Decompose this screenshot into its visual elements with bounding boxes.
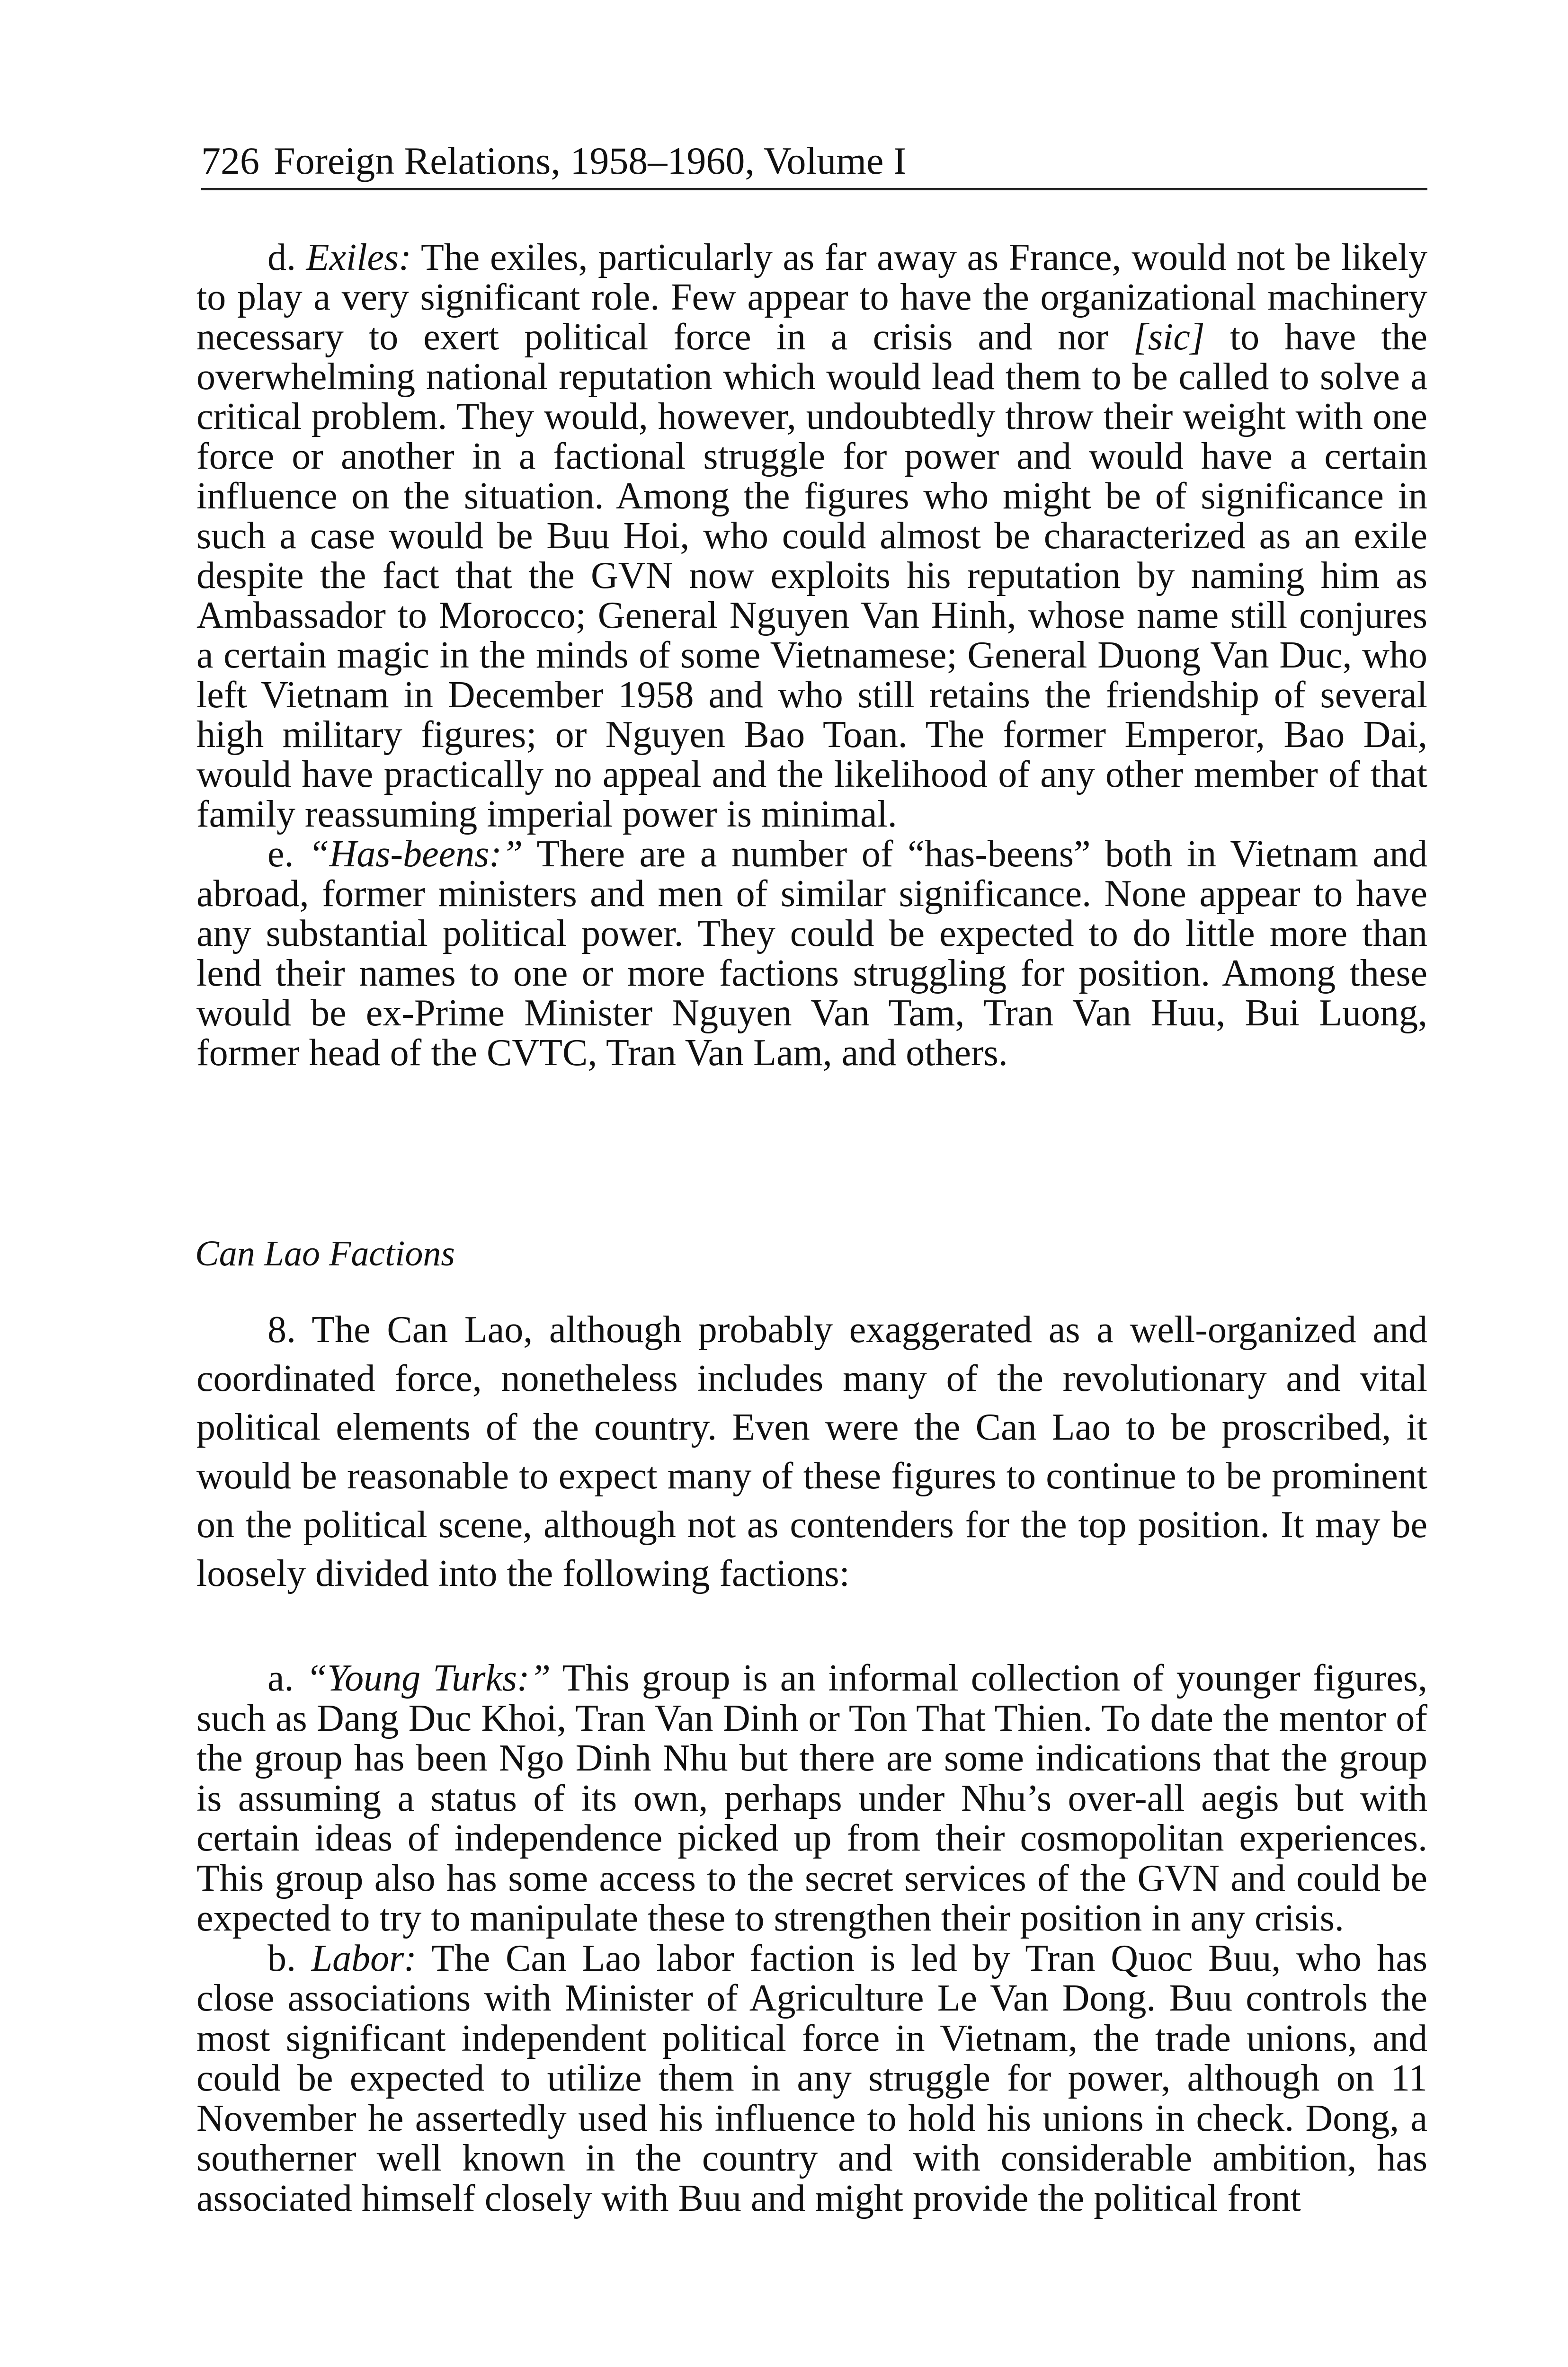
paragraph-d-term: Exiles: (306, 237, 411, 278)
paragraph-e-label: e. (267, 833, 294, 875)
section-heading-can-lao-factions: Can Lao Factions (195, 1234, 455, 1273)
paragraph-e-has-beens (196, 834, 1427, 1073)
paragraph-b-text: The Can Lao labor faction is led by Tran Quoc Buu, who has close associations with Minister of Agriculture Le Van Dong. Buu controls the most significant independent political force in Vietnam, the trade unions, and could be expected to utilize them in any struggle for power, although on 11 November he assertedly used his influence to hold his unions in check. Dong, a southerner well known in the country and with considerable ambition, has associated himself closely with Buu and might provide the political front (196, 1937, 1427, 2219)
paragraph-b-label: b. (267, 1937, 296, 1979)
paragraph-8: 8. The Can Lao, although probably exaggerated as a well-organized and coordinated force, nonetheless includes many of the revolutionary and vital political elements of the country. Even were the Can Lao to be proscribed, it would be reasonable to expect many of these figures to continue to be prominent on the political scene, although not as contenders for the top position. It may be loosely divided into the following factions: (196, 1309, 1427, 1594)
paragraph-b-term: Labor: (311, 1937, 417, 1979)
paragraph-d-text-1: The exiles, particularly as far away as France, would not be likely to play a very significant role. Few appear to have the organizational machinery necessary to exert political force in a crisis and nor (196, 237, 1428, 358)
paragraph-a-text: This group is an informal collection of younger figures, such as Dang Duc Khoi, Tran Van Dinh or Ton That Thien. To date the mentor of the group has been Ngo Dinh Nhu but there are some indications that the group is assuming a status of its own, perhaps under Nhu’s over-all aegis but with certain ideas of independence picked up from their cosmopolitan experiences. This group also has some access to the secret services of the GVN and could be expected to try to manipulate these to strengthen their position in any crisis. (196, 1657, 1428, 1939)
paragraph-d-text-2: to have the overwhelming national reputation which would lead them to be called to solve a critical problem. They would, however, undoubtedly throw their weight with one force or another in a factional struggle for power and would have a certain influence on the situation. Among the figures who might be of significance in such a case would be Buu Hoi, who could almost be characterized as an exile despite the fact that the GVN now exploits his reputation by naming him as Ambassador to Morocco; General Nguyen Van Hinh, whose name still conjures a certain magic in the minds of some Vietnamese; General Duong Van Duc, who left Vietnam in December 1958 and who still retains the friendship of several high military figures; or Nguyen Bao Toan. The former Emperor, Bao Dai, would have practically no appeal and the likelihood of any other member of that family reassuming imperial power is minimal. (196, 316, 1427, 835)
paragraph-8-container (196, 1306, 1427, 1598)
page-number: 726 (201, 139, 259, 182)
paragraphs-exiles-hasbeens (196, 238, 1427, 1073)
paragraph-a-young-turks (196, 1658, 1427, 1939)
paragraph-a-term: “Young Turks:” (306, 1657, 551, 1699)
header-rule (201, 188, 1427, 190)
paragraph-d-label: d. (267, 237, 296, 278)
sic-note: [sic] (1133, 316, 1205, 358)
paragraph-b-labor (196, 1939, 1427, 2219)
paragraph-d-exiles (196, 238, 1427, 834)
paragraph-e-term: “Has-beens:” (308, 833, 523, 875)
paragraph-a-label: a. (267, 1657, 294, 1699)
paragraph-e-text: There are a number of “has-beens” both in Vietnam and abroad, former ministers and men of similar significance. None appear to have any substantial political power. They could be expected to do little more than lend their names to one or more factions struggling for position. Among these would be ex-Prime Minister Nguyen Van Tam, Tran Van Huu, Bui Luong, former head of the CVTC, Tran Van Lam, and others. (196, 833, 1428, 1074)
running-header (201, 135, 1432, 187)
paragraphs-factions (196, 1658, 1427, 2218)
volume-title: Foreign Relations, 1958–1960, Volume I (274, 139, 907, 182)
